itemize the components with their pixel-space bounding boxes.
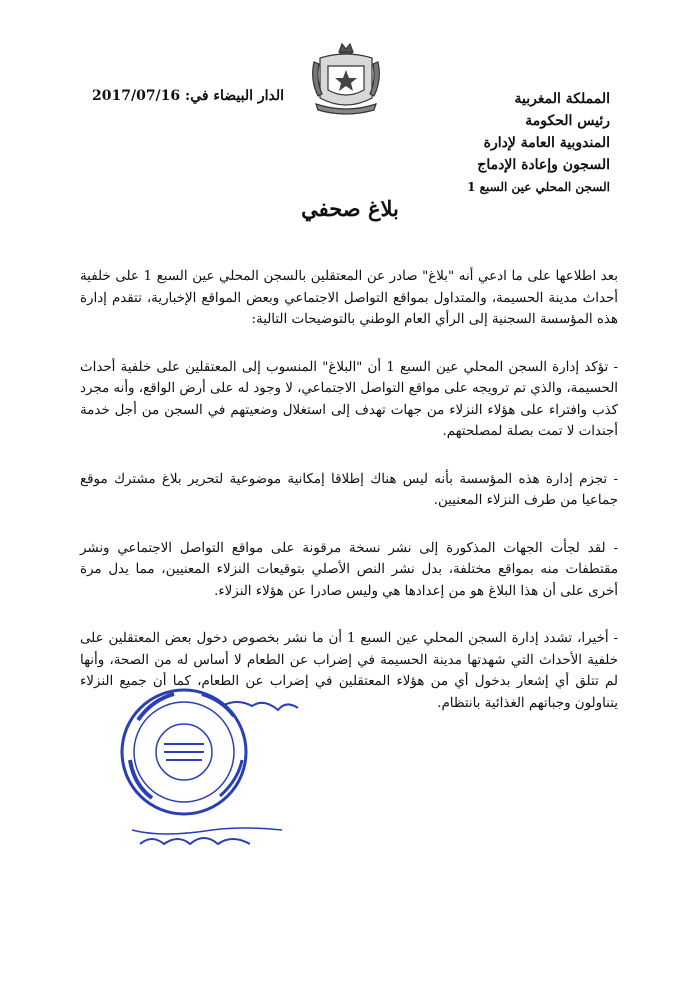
letterhead-line: رئيس الحكومة [525, 113, 610, 129]
letterhead-line: السجن المحلي عين السبع 1 [467, 180, 610, 194]
official-stamp-signature [92, 680, 312, 855]
dateline: الدار البيضاء في: 2017/07/16 [92, 88, 285, 104]
letterhead [390, 88, 610, 198]
paragraph: - أخيرا، تشدد إدارة السجن المحلي عين السبع 1 أن ما نشر بخصوص دخول بعض المعتقلين على خلفية الأحداث التي شهدتها مدينة الحسيمة في إضراب عن الطعام لا أساس له من الصحة، وأنها لم تتلق أي إشعار بدخول أي من هؤلاء المعتقلين في إضراب عن الطعام، كما أن جميع النزلاء يتناولون وجباتهم الغذائية بانتظام. [80, 631, 618, 711]
paragraph: - لقد لجأت الجهات المذكورة إلى نشر نسخة مرقونة على مواقع التواصل الاجتماعي ونشر مقتطفات منه بمواقع مختلفة، بدل نشر النص الأصلي بتوقيعات النزلاء المعنيين، مما يدل مرة أخرى على أن هذا البلاغ هو من إعدادها هي وليس صادرا عن هؤلاء النزلاء. [80, 540, 618, 599]
page-title: بلاغ صحفي [301, 196, 399, 221]
document-body [80, 266, 618, 740]
paragraph: - تجزم إدارة هذه المؤسسة بأنه ليس هناك إطلاقا إمكانية موضوعية لتحرير بلاغ مشترك موقع جماعيا من طرف النزلاء المعنيين. [80, 471, 618, 508]
letterhead-line: السجون وإعادة الإدماج [477, 157, 610, 173]
stamp-icon [122, 690, 298, 844]
letterhead-line: المملكة المغربية [514, 91, 610, 107]
royal-emblem-icon [306, 40, 386, 116]
letterhead-line: المندوبية العامة لإدارة [483, 135, 610, 151]
paragraph: - تؤكد إدارة السجن المحلي عين السبع 1 أن "البلاغ" المنسوب إلى المعتقلين على خلفية أحداث الحسيمة، والذي تم ترويجه على مواقع التواصل الاجتماعي، لا وجود له على أرض الواقع، وأنه مجرد كذب وافتراء على هؤلاء النزلاء من جهات تهدف إلى استغلال وضعيتهم في السجن من أجل خدمة أجندات لا تمت بصلة لمصلحتهم. [80, 359, 618, 439]
paragraph: بعد اطلاعها على ما ادعي أنه "بلاغ" صادر عن المعتقلين بالسجن المحلي عين السبع 1 على خلفية أحداث مدينة الحسيمة، والمتداول بمواقع التواصل الاجتماعي وبعض المواقع الإخبارية، تتقدم إدارة هذه المؤسسة السجنية إلى الرأي العام الوطني بالتوضيحات التالية: [80, 269, 618, 327]
